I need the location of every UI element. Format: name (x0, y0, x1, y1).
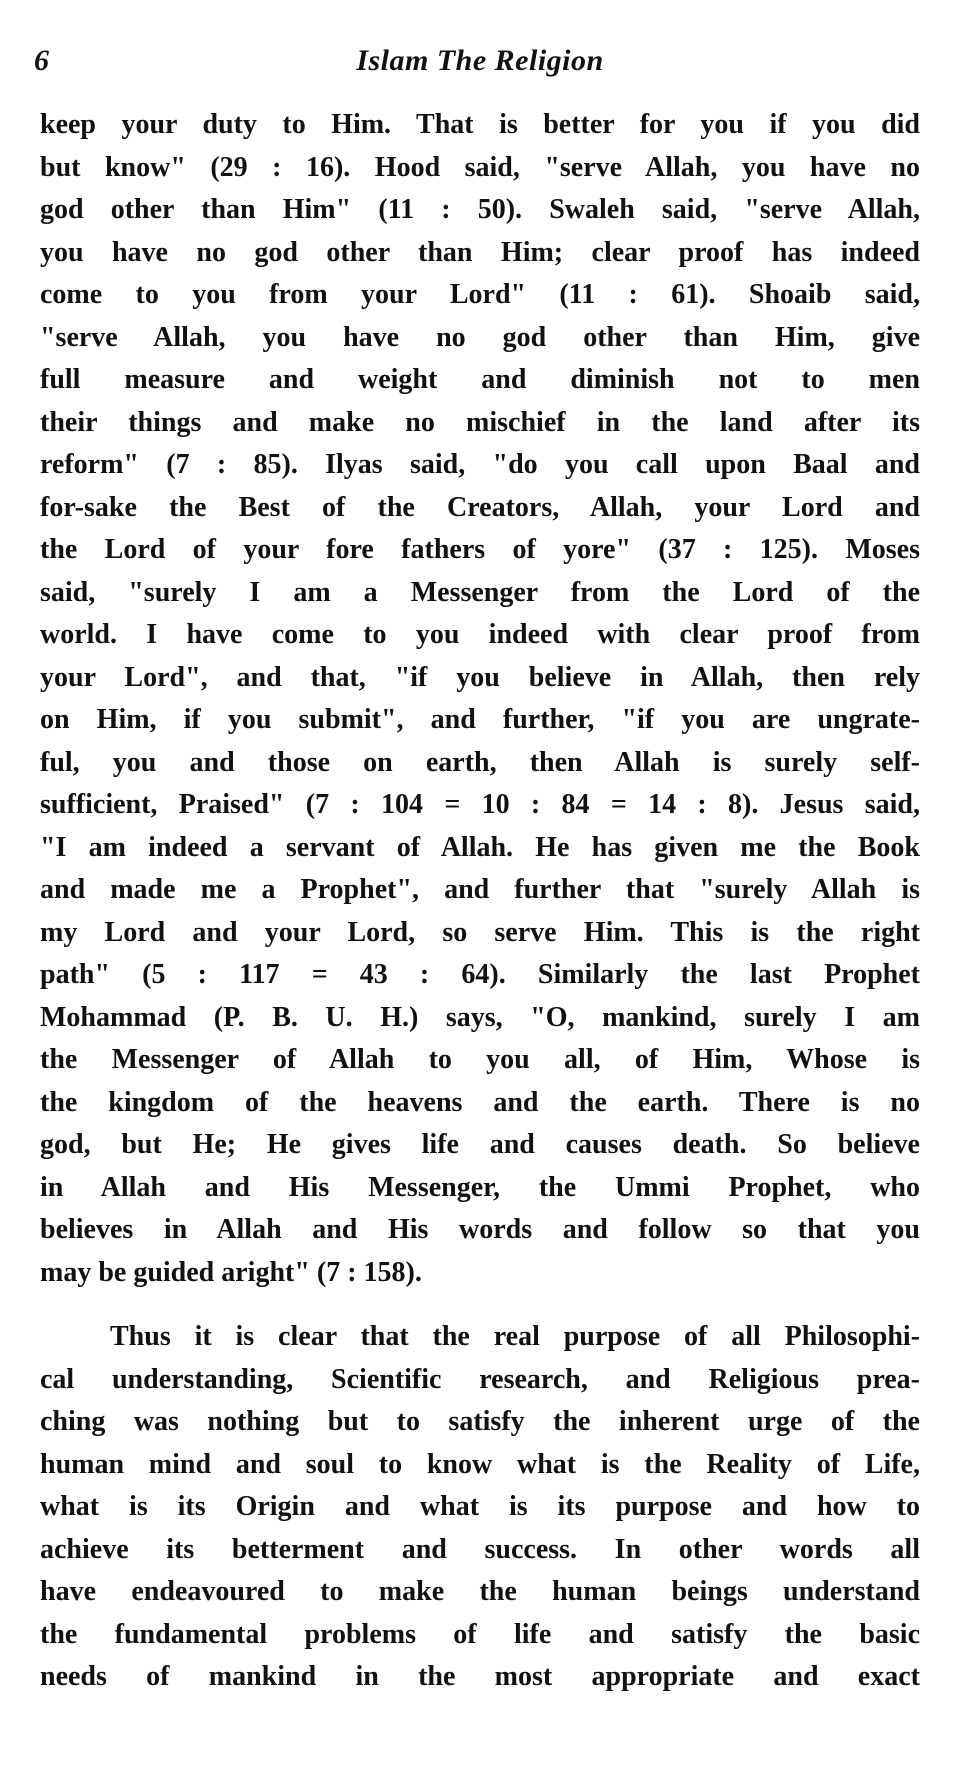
text-line: the kingdom of the heavens and the earth. There is no (40, 1086, 920, 1118)
paragraph (40, 104, 920, 1294)
text-line: on Him, if you submit", and further, "if you are ungrate- (40, 704, 920, 735)
text-line: full measure and weight and diminish not to men (40, 364, 920, 395)
text-line: for-sake the Best of the Creators, Allah, your Lord and (40, 491, 920, 523)
text-line: said, "surely I am a Messenger from the Lord of the (40, 576, 920, 608)
text-line: "serve Allah, you have no god other than Him, give (40, 321, 920, 353)
text-line: the fundamental problems of life and satisfy the basic (40, 1618, 920, 1650)
text-line: sufficient, Praised" (7 : 104 = 10 : 84 = 14 : 8). Jesus said, (40, 789, 920, 820)
running-header (34, 44, 926, 84)
text-line: Thus it is clear that the real purpose of all Philosophi- (110, 1321, 920, 1352)
text-line: your Lord", and that, "if you believe in Allah, then rely (40, 661, 920, 693)
body-text (40, 104, 920, 1699)
text-line: needs of mankind in the most appropriate and exact (40, 1661, 920, 1692)
text-line: cal understanding, Scientific research, and Religious prea- (40, 1363, 920, 1395)
text-line: human mind and soul to know what is the Reality of Life, (40, 1448, 920, 1480)
text-line: their things and make no mischief in the land after its (40, 406, 920, 438)
text-line: come to you from your Lord" (11 : 61). Shoaib said, (40, 279, 920, 310)
text-line: path" (5 : 117 = 43 : 64). Similarly the last Prophet (40, 959, 920, 990)
text-line: may be guided aright" (7 : 158). (40, 1256, 422, 1288)
text-line: god other than Him" (11 : 50). Swaleh said, "serve Allah, (40, 194, 920, 225)
text-line: "I am indeed a servant of Allah. He has given me the Book (40, 831, 920, 863)
text-line: and made me a Prophet", and further that "surely Allah is (40, 874, 920, 905)
text-line: ful, you and those on earth, then Allah is surely self- (40, 746, 920, 778)
text-line: what is its Origin and what is its purpose and how to (40, 1491, 920, 1522)
running-title: Islam The Religion (356, 44, 604, 77)
text-line: reform" (7 : 85). Ilyas said, "do you call upon Baal and (40, 449, 920, 480)
text-line: keep your duty to Him. That is better for you if you did (40, 109, 920, 140)
text-line: ching was nothing but to satisfy the inherent urge of the (40, 1406, 920, 1437)
text-line: world. I have come to you indeed with clear proof from (40, 619, 920, 650)
text-line: Mohammad (P. B. U. H.) says, "O, mankind, surely I am (40, 1001, 920, 1033)
page-number: 6 (34, 44, 49, 77)
text-line: have endeavoured to make the human beings understand (40, 1576, 920, 1607)
text-line: my Lord and your Lord, so serve Him. This is the right (40, 916, 920, 948)
text-line: believes in Allah and His words and follow so that you (40, 1214, 920, 1245)
paragraph (40, 1316, 920, 1699)
text-line: in Allah and His Messenger, the Ummi Prophet, who (40, 1171, 920, 1203)
text-line: god, but He; He gives life and causes death. So believe (40, 1129, 920, 1160)
text-line: the Lord of your fore fathers of yore" (37 : 125). Moses (40, 534, 920, 565)
paragraph-gap (40, 1294, 920, 1316)
text-line: you have no god other than Him; clear proof has indeed (40, 236, 920, 268)
text-line: but know" (29 : 16). Hood said, "serve Allah, you have no (40, 151, 920, 183)
text-line: the Messenger of Allah to you all, of Him, Whose is (40, 1044, 920, 1075)
text-line: achieve its betterment and success. In other words all (40, 1533, 920, 1565)
